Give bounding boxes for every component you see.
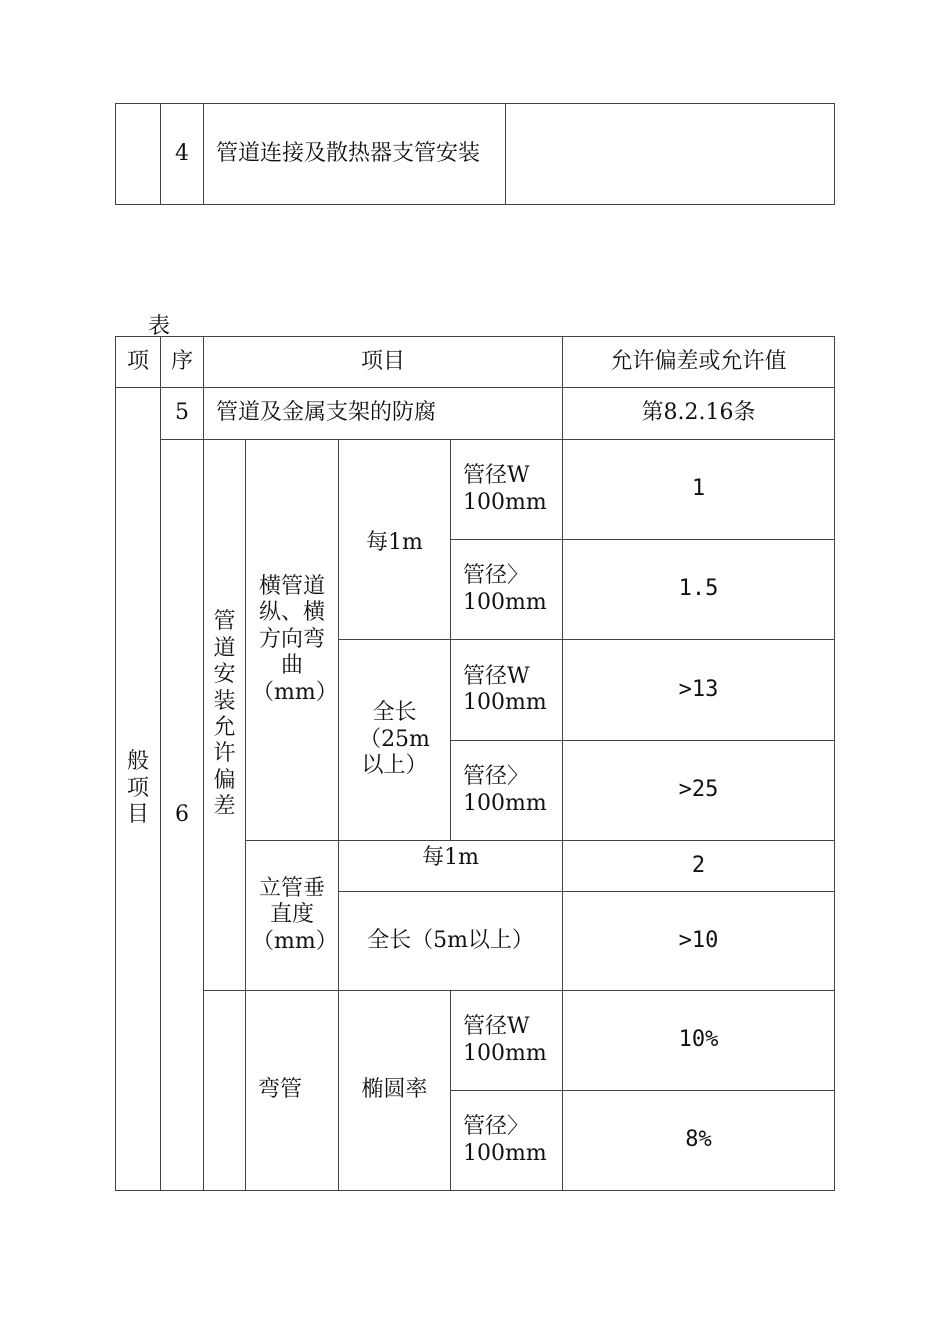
bend-label: 弯管 (246, 991, 339, 1191)
bend-sub: 椭圆率 (339, 991, 451, 1191)
category-label: 般项目 (126, 749, 149, 828)
table-caption: 表 (148, 314, 171, 339)
bend-spacer (204, 991, 246, 1191)
bend-cond-2: 管径〉100mm (451, 1091, 563, 1191)
header-xiang: 项 (116, 337, 161, 388)
horizontal-value-4: >25 (563, 741, 835, 841)
main-table (115, 336, 835, 1191)
header-allowance: 允许偏差或允许值 (563, 337, 835, 388)
row6-group-label: 管道安装允许偏差 (213, 609, 236, 820)
bend-value-1: 10% (563, 991, 835, 1091)
header-xu: 序 (161, 337, 204, 388)
row5-seq: 5 (161, 388, 204, 440)
horizontal-value-2: 1.5 (563, 540, 835, 640)
bend-value-2: 8% (563, 1091, 835, 1191)
horizontal-cond-4: 管径〉100mm (451, 741, 563, 841)
row6-seq: 6 (161, 440, 204, 1191)
horizontal-cond-3: 管径W 100mm (451, 640, 563, 741)
header-item: 项目 (204, 337, 563, 388)
vertical-full-length-value: >10 (563, 892, 835, 991)
row6-group-cell (204, 440, 246, 991)
top-item-cell: 管道连接及散热器支管安装 (204, 104, 506, 205)
horizontal-bend-label: 横管道纵、横方向弯曲（mm） (246, 440, 339, 841)
vertical-per-m: 每1m (339, 841, 563, 892)
top-empty-cell (116, 104, 161, 205)
vertical-full-length: 全长（5m以上） (339, 892, 563, 991)
top-seq-cell: 4 (161, 104, 204, 205)
bend-cond-1: 管径W 100mm (451, 991, 563, 1091)
horizontal-cond-1: 管径W 100mm (451, 440, 563, 540)
vertical-per-m-value: 2 (563, 841, 835, 892)
horizontal-cond-2: 管径〉100mm (451, 540, 563, 640)
row5-value: 第8.2.16条 (563, 388, 835, 440)
top-value-cell (506, 104, 835, 205)
horizontal-value-3: >13 (563, 640, 835, 741)
horizontal-per-m: 每1m (339, 440, 451, 640)
horizontal-value-1: 1 (563, 440, 835, 540)
row5-item: 管道及金属支架的防腐 (204, 388, 563, 440)
top-table (115, 103, 835, 205)
vertical-label: 立管垂直度（mm） (246, 841, 339, 991)
horizontal-full-length: 全长（25m以上） (339, 640, 451, 841)
category-cell (116, 388, 161, 1191)
